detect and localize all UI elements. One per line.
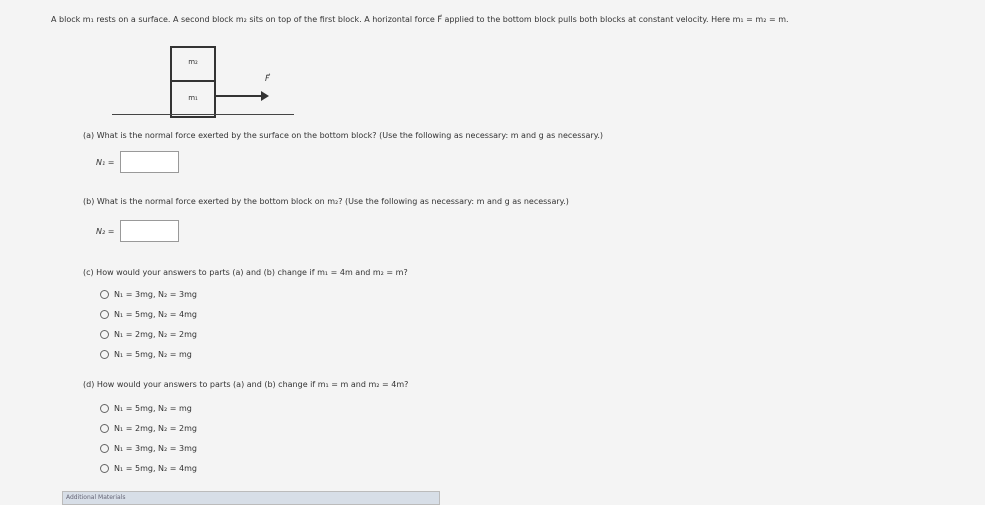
radio-icon[interactable] (100, 404, 109, 413)
part-a-label: N₁ = (96, 158, 115, 167)
part-c-option-3[interactable]: N₁ = 2mg, N₂ = 2mg (100, 330, 197, 339)
block-diagram (112, 46, 294, 116)
top-block-label: m₂ (188, 58, 198, 66)
part-d-option-1[interactable]: N₁ = 5mg, N₂ = mg (100, 404, 192, 413)
radio-icon[interactable] (100, 290, 109, 299)
part-c-question: (c) How would your answers to parts (a) and (b) change if m₁ = 4m and m₂ = m? (83, 268, 408, 277)
part-c-option-1[interactable]: N₁ = 3mg, N₂ = 3mg (100, 290, 197, 299)
part-d-question: (d) How would your answers to parts (a) and (b) change if m₁ = m and m₂ = 4m? (83, 380, 409, 389)
additional-materials-label: Additional Materials (66, 494, 126, 501)
force-arrow-icon (214, 95, 264, 97)
radio-icon[interactable] (100, 330, 109, 339)
radio-icon[interactable] (100, 424, 109, 433)
part-a-answer-input[interactable] (120, 151, 179, 173)
part-b-question: (b) What is the normal force exerted by the bottom block on m₂? (Use the following as necessary: m and g as necessary.) (83, 197, 569, 206)
part-b-answer-input[interactable] (120, 220, 179, 242)
radio-icon[interactable] (100, 350, 109, 359)
part-d-option-3[interactable]: N₁ = 3mg, N₂ = 3mg (100, 444, 197, 453)
part-b-label: N₂ = (96, 227, 115, 236)
bottom-block (170, 80, 216, 118)
part-c-option-4[interactable]: N₁ = 5mg, N₂ = mg (100, 350, 192, 359)
part-a-question: (a) What is the normal force exerted by the surface on the bottom block? (Use the following as necessary: m and g as necessary.) (83, 131, 603, 140)
force-label: F⃗ (265, 74, 270, 83)
part-c-option-2[interactable]: N₁ = 5mg, N₂ = 4mg (100, 310, 197, 319)
surface-line (112, 114, 294, 115)
radio-icon[interactable] (100, 310, 109, 319)
radio-icon[interactable] (100, 444, 109, 453)
part-d-option-4[interactable]: N₁ = 5mg, N₂ = 4mg (100, 464, 197, 473)
bottom-block-label: m₁ (188, 94, 198, 102)
part-d-option-2[interactable]: N₁ = 2mg, N₂ = 2mg (100, 424, 197, 433)
top-block (170, 46, 216, 84)
radio-icon[interactable] (100, 464, 109, 473)
problem-statement: A block m₁ rests on a surface. A second block m₂ sits on top of the first block. A horizontal force F⃗ applied to the bottom block pulls both blocks at constant velocity. Here m₁ = m₂ = m. (51, 15, 789, 24)
